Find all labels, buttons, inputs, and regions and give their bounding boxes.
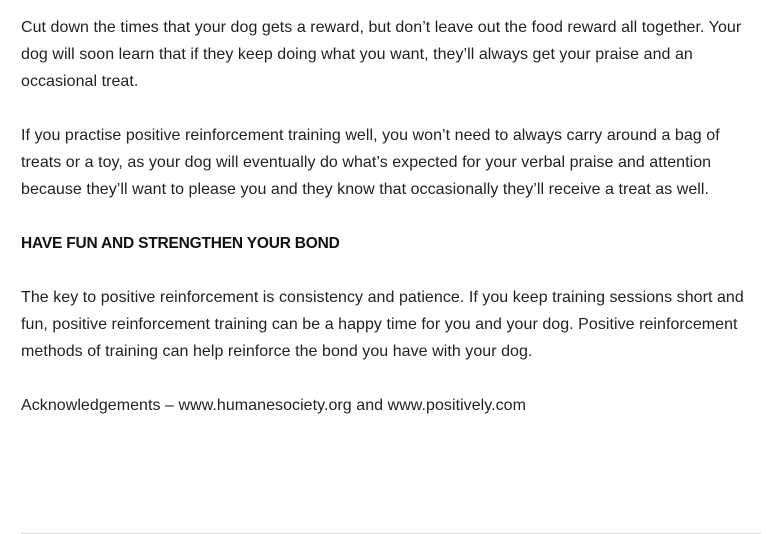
paragraph-consistency: The key to positive reinforcement is consistency and patience. If you keep training sessions short and fun, positive reinforcement training can be a happy time for you and your dog. Positive reinforcement methods of training can help reinforce the bond you have with your dog. bbox=[21, 289, 744, 360]
section-heading: HAVE FUN AND STRENGTHEN YOUR BOND bbox=[21, 235, 340, 252]
paragraph-training-well: If you practise positive reinforcement training well, you won’t need to always carry around a bag of treats or a toy, as your dog will eventually do what’s expected for your verbal praise and attention because they’ll want to please you and they know that occasionally they’ll receive a treat as well. bbox=[21, 127, 720, 198]
article-body bbox=[21, 14, 761, 419]
acknowledgements-text: Acknowledgements – www.humanesociety.org and www.positively.com bbox=[21, 397, 527, 414]
paragraph-reward-frequency: Cut down the times that your dog gets a reward, but don’t leave out the food reward all together. Your dog will soon learn that if they keep doing what you want, they’ll always get your praise and an occasional treat. bbox=[21, 19, 742, 90]
